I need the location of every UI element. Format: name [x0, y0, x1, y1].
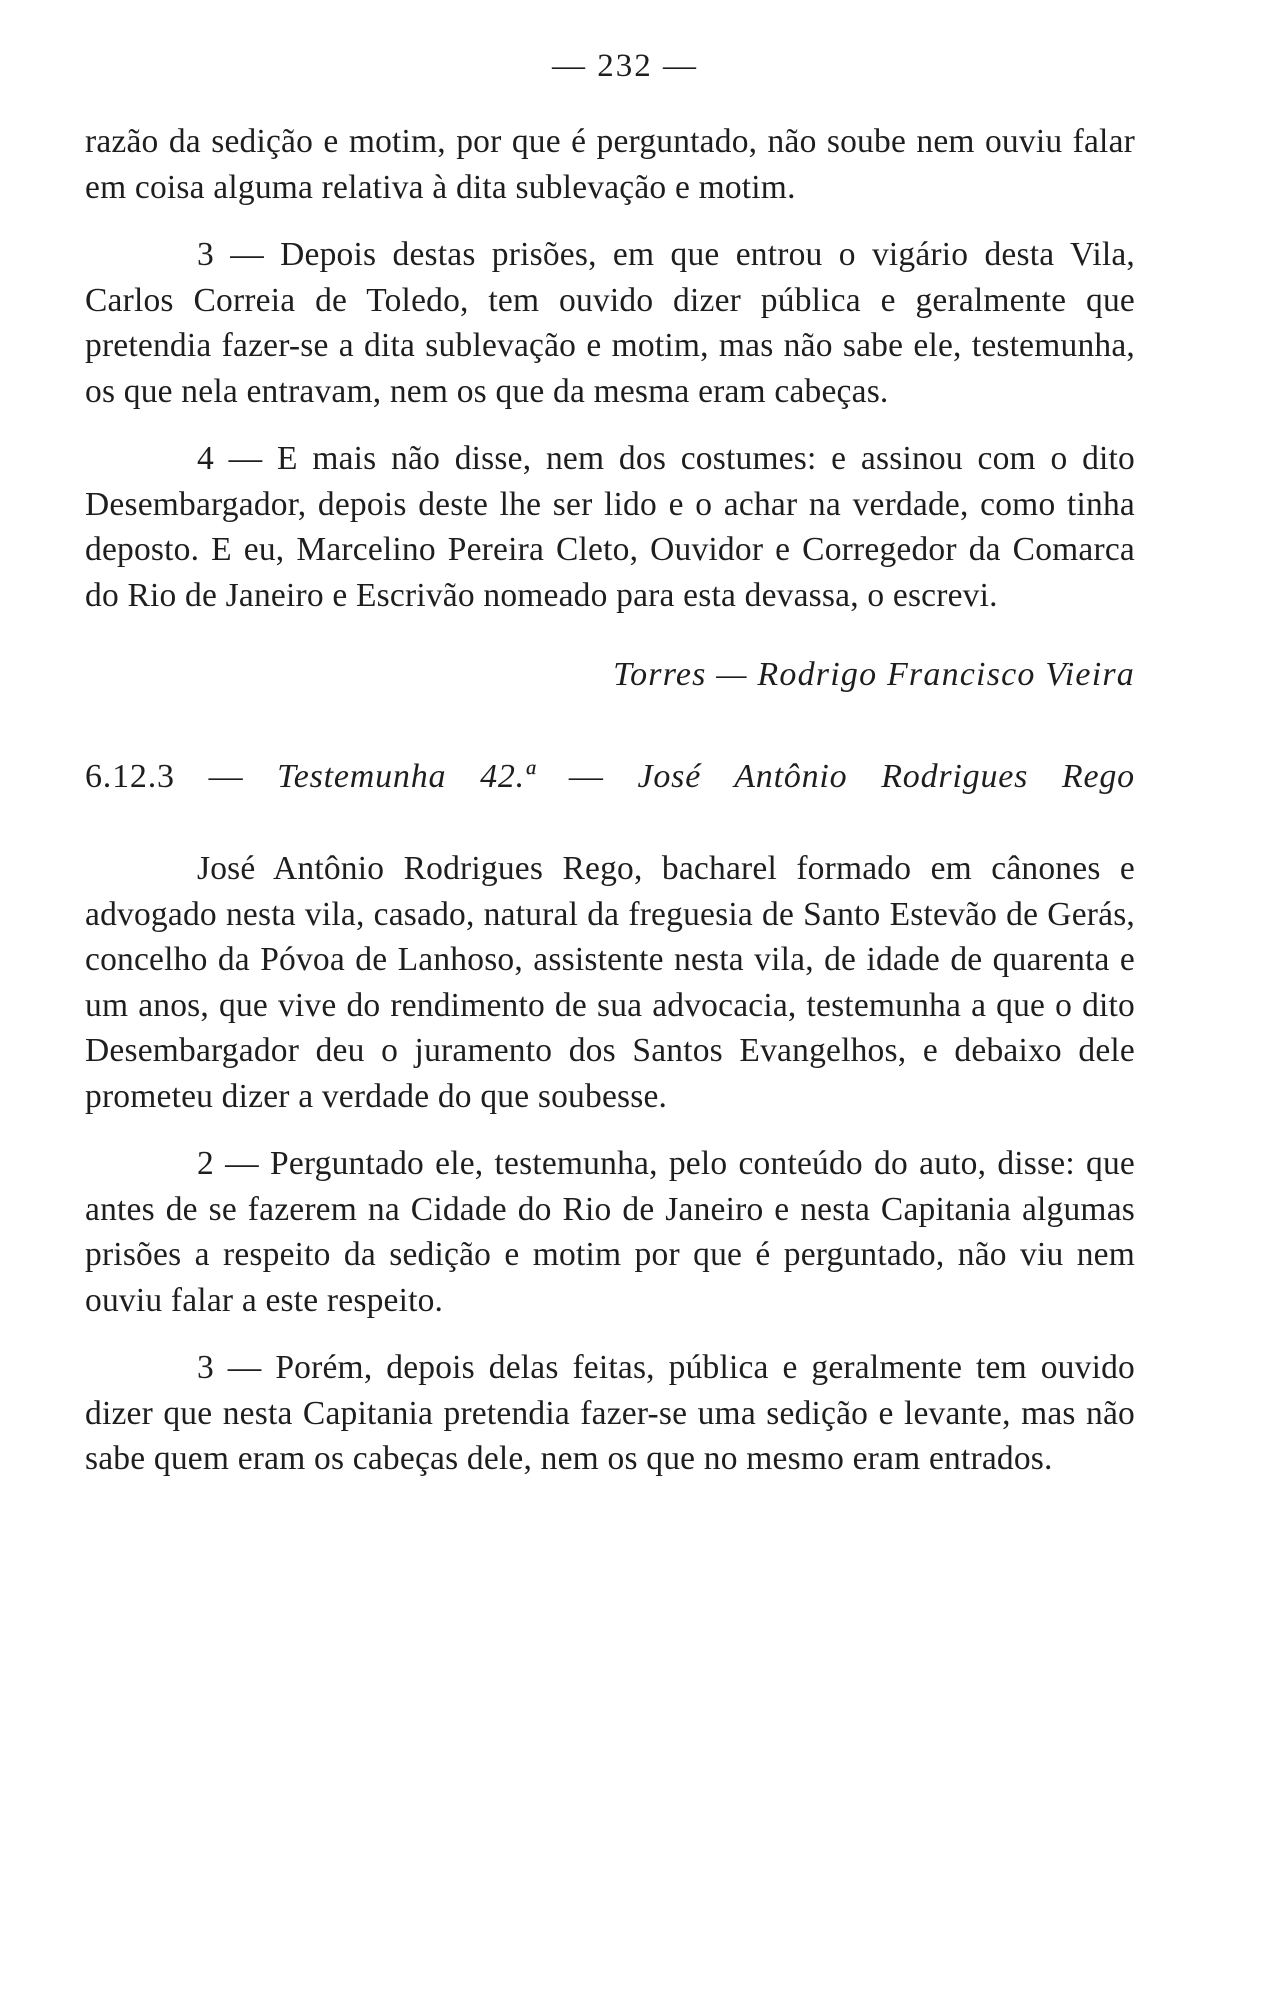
section-label: Testemunha 42.ª — [277, 758, 536, 795]
section-number: 6.12.3 — [85, 758, 175, 795]
section-separator-2: — — [568, 758, 604, 795]
paragraph-item-3b: 3 — Porém, depois delas feitas, pública e geralmente tem ouvido dizer que nesta Capitania pretendia fazer-se uma sedição e levante, mas não sabe quem eram os cabeças dele, nem os que no mesmo eram entrados. — [85, 1349, 1135, 1477]
paragraph-witness-intro: José Antônio Rodrigues Rego, bacharel formado em cânones e advogado nesta vila, casado, natural da freguesia de Santo Estevão de Gerás, concelho da Póvoa de Lanhoso, assistente nesta vila, de idade de quarenta e um anos, que vive do rendimento de sua advocacia, testemunha a que o dito Desembargador deu o juramento dos Santos Evangelhos, e debaixo dele prometeu dizer a verdade do que soubesse. — [85, 850, 1135, 1115]
page-number: — 232 — — [552, 48, 698, 84]
paragraph-continuation: razão da sedição e motim, por que é perguntado, não soube nem ouviu falar em coisa alguma relativa à dita sublevação e motim. — [85, 123, 1135, 206]
paragraph-item-4: 4 — E mais não disse, nem dos costumes: e assinou com o dito Desembargador, depois deste lhe ser lido e o achar na verdade, como tinha deposto. E eu, Marcelino Pereira Cleto, Ouvidor e Corregedor da Comarca do Rio de Janeiro e Escrivão nomeado para esta devassa, o escrevi. — [85, 440, 1135, 614]
section-heading — [85, 758, 1135, 796]
section-separator: — — [208, 758, 244, 795]
paragraph-item-3: 3 — Depois destas prisões, em que entrou o vigário desta Vila, Carlos Correia de Toledo, tem ouvido dizer pública e geralmente que pretendia fazer-se a dita sublevação e motim, mas não sabe ele, testemunha, os que nela entravam, nem os que da mesma eram cabeças. — [85, 236, 1135, 410]
signature-line: Torres — Rodrigo Francisco Vieira — [613, 656, 1135, 693]
paragraph-item-2: 2 — Perguntado ele, testemunha, pelo conteúdo do auto, disse: que antes de se fazerem na Cidade do Rio de Janeiro e nesta Capitania algumas prisões a respeito da sedição e motim por que é perguntado, não viu nem ouviu falar a este respeito. — [85, 1145, 1135, 1319]
section-witness-name: José Antônio Rodrigues Rego — [637, 758, 1135, 795]
